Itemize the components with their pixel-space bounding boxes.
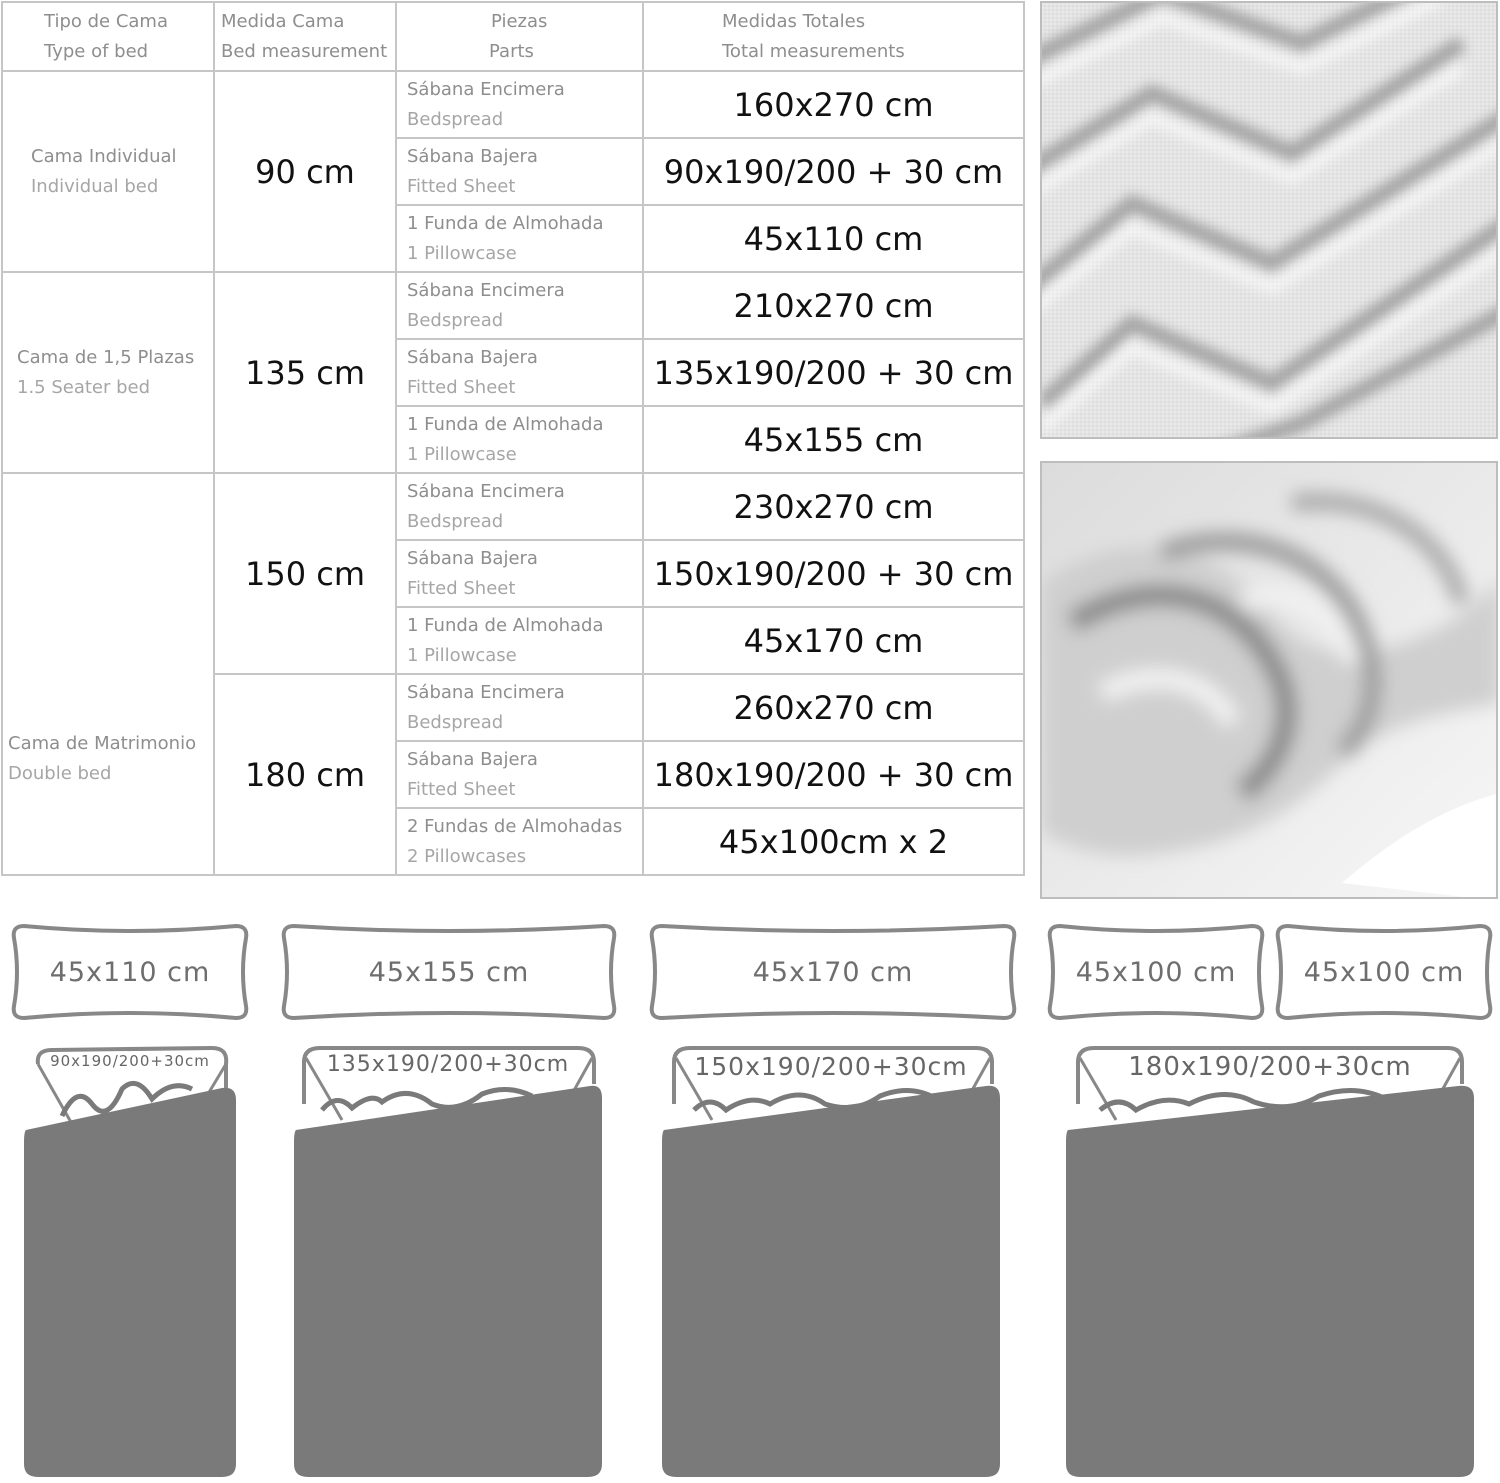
pillow-icon-45x110	[10, 922, 250, 1022]
total-cell: 45x155 cm	[643, 406, 1024, 473]
pillow-label: 45x110 cm	[49, 956, 211, 988]
pillow-icon-45x100-first	[1046, 922, 1266, 1022]
part-cell: 2 Fundas de Almohadas 2 Pillowcases	[396, 808, 643, 875]
total-cell: 180x190/200 + 30 cm	[643, 741, 1024, 808]
header-bed-type: Tipo de Cama Type of bed	[2, 2, 214, 71]
folded-throw-image	[1042, 463, 1498, 899]
total-cell: 260x270 cm	[643, 674, 1024, 741]
pillow-icon-45x170	[648, 922, 1018, 1022]
part-cell: Sábana Bajera Fitted Sheet	[396, 540, 643, 607]
pillow-label: 45x155 cm	[368, 956, 530, 988]
total-cell: 45x110 cm	[643, 205, 1024, 272]
sheet-label: 135x190/200+30cm	[326, 1052, 570, 1077]
header-row	[2, 2, 1024, 71]
total-cell: 45x170 cm	[643, 607, 1024, 674]
bed-size-180: 180 cm	[214, 674, 396, 875]
fabric-texture-photo	[1040, 1, 1498, 439]
table-row	[2, 272, 1024, 339]
fitted-sheet-icon-135	[292, 1044, 604, 1479]
total-cell: 230x270 cm	[643, 473, 1024, 540]
total-cell: 160x270 cm	[643, 71, 1024, 138]
pillow-label: 45x100 cm	[1303, 956, 1465, 988]
part-cell: 1 Funda de Almohada 1 Pillowcase	[396, 205, 643, 272]
total-cell: 210x270 cm	[643, 272, 1024, 339]
bed-size-150: 150 cm	[214, 473, 396, 674]
size-table	[1, 1, 1025, 876]
table-row	[2, 473, 1024, 540]
total-cell: 135x190/200 + 30 cm	[643, 339, 1024, 406]
part-cell: Sábana Encimera Bedspread	[396, 674, 643, 741]
pillow-icon-45x100-second	[1274, 922, 1494, 1022]
header-total-measurements: Medidas Totales Total measurements	[643, 2, 1024, 71]
total-cell: 45x100cm x 2	[643, 808, 1024, 875]
bed-type-double: Cama de Matrimonio Double bed	[2, 473, 214, 875]
bed-type-individual: Cama Individual Individual bed	[2, 71, 214, 272]
chevron-fabric-image	[1042, 3, 1498, 439]
fitted-sheet-icon-150	[660, 1044, 1002, 1479]
part-cell: 1 Funda de Almohada 1 Pillowcase	[396, 406, 643, 473]
sheet-label: 150x190/200+30cm	[694, 1052, 968, 1081]
bed-type-1-5-seater: Cama de 1,5 Plazas 1.5 Seater bed	[2, 272, 214, 473]
pillow-label: 45x100 cm	[1075, 956, 1237, 988]
total-cell: 90x190/200 + 30 cm	[643, 138, 1024, 205]
header-parts: Piezas Parts	[396, 2, 643, 71]
part-cell: Sábana Encimera Bedspread	[396, 71, 643, 138]
pillow-icon-45x155	[280, 922, 618, 1022]
part-cell: Sábana Bajera Fitted Sheet	[396, 138, 643, 205]
fitted-sheet-icon-90	[22, 1044, 238, 1479]
header-bed-measurement: Medida Cama Bed measurement	[214, 2, 396, 71]
bed-size-135: 135 cm	[214, 272, 396, 473]
folded-fabric-photo	[1040, 461, 1498, 899]
part-cell: 1 Funda de Almohada 1 Pillowcase	[396, 607, 643, 674]
part-cell: Sábana Bajera Fitted Sheet	[396, 339, 643, 406]
part-cell: Sábana Bajera Fitted Sheet	[396, 741, 643, 808]
bed-size-90: 90 cm	[214, 71, 396, 272]
sheet-label: 180x190/200+30cm	[1128, 1052, 1412, 1082]
table-row	[2, 71, 1024, 138]
pillow-label: 45x170 cm	[752, 956, 914, 988]
part-cell: Sábana Encimera Bedspread	[396, 272, 643, 339]
total-cell: 150x190/200 + 30 cm	[643, 540, 1024, 607]
part-cell: Sábana Encimera Bedspread	[396, 473, 643, 540]
sheet-label: 90x190/200+30cm	[50, 1052, 210, 1070]
fitted-sheet-icon-180	[1064, 1044, 1476, 1479]
